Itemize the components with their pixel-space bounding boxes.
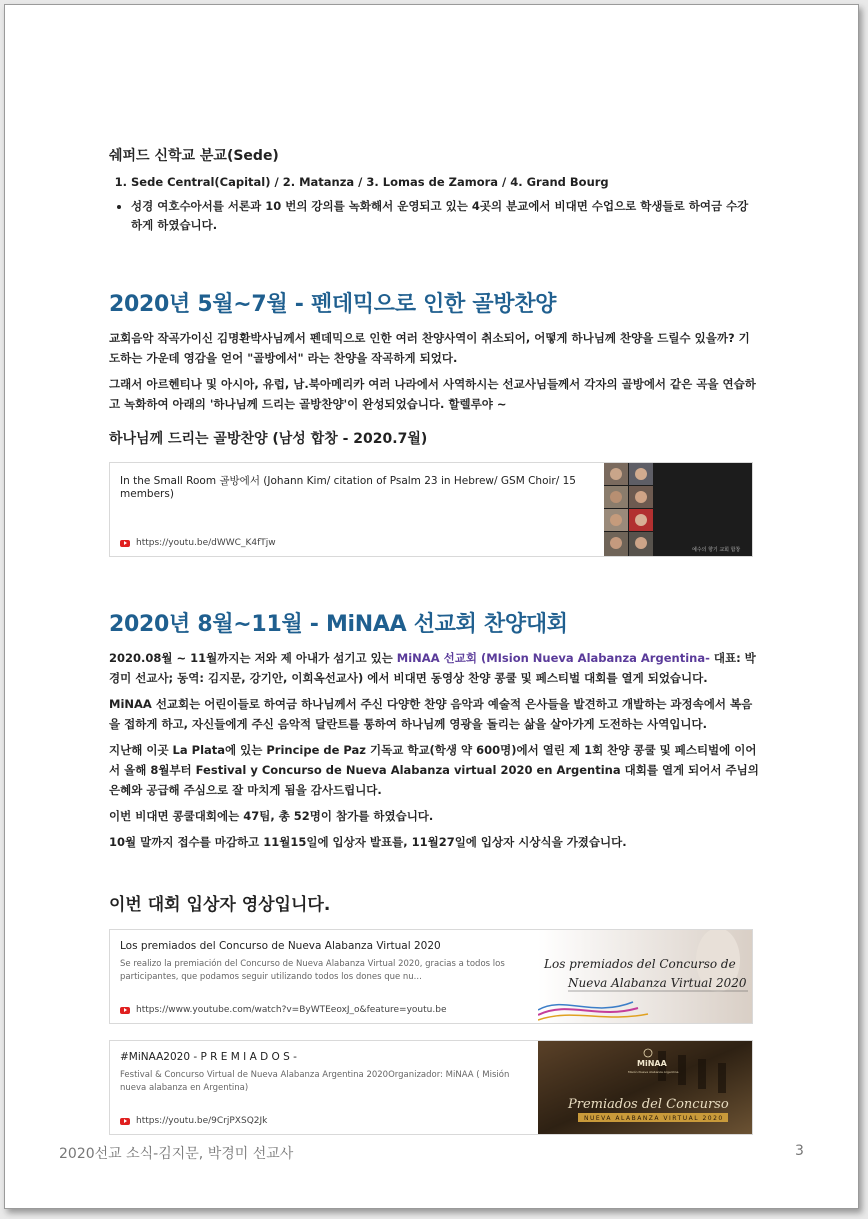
- paragraph-minaa-ministry: MiNAA 선교회는 어린이들로 하여금 하나님께서 주신 다양한 찬양 음악과 예술적 은사들을 발견하고 개발하는 과정속에서 복음을 접하게 하고, 자신들에게 주신 음악적 달란트를 통하여 하나님께 영광을 돌리는 삶을 살아가게 도전하는 사역입니다.: [109, 697, 753, 731]
- sede-bullet-item: • 성경 여호수아서를 서론과 10 번의 강의를 녹화해서 운영되고 있는 4곳의 분교에서 비대면 수업으로 학생들로 하여금 수강하게 하였습니다.: [131, 197, 759, 235]
- minaa-intro-a: 2020.08월 ~ 11월까지는 저와 제 아내가 섬기고 있는: [109, 651, 397, 665]
- paragraph-schedule: 10월 말까지 접수를 마감하고 11월15일에 입상자 발표를, 11월27일에 입상자 시상식을 가졌습니다.: [109, 835, 627, 849]
- minaa-thumb-image: [538, 1041, 752, 1134]
- choir-grid-image: [604, 463, 752, 556]
- paragraph-festival: 지난해 이곳 La Plata에 있는 Principe de Paz 기독교 학교(학생 약 600명)에서 열린 제 1회 찬양 콩쿨 및 페스티벌에 이어서 올해 8월부터 Festival y Concurso de Nueva Alabanza virtual 2020 en Argentina 대회를 열게 되어서 주님의 은혜와 공급해 주심으로 잘 마치게 됨을 감사드립니다.: [109, 743, 759, 797]
- video-card-url[interactable]: [120, 538, 276, 548]
- youtube-icon: [120, 1118, 130, 1125]
- video-card-title[interactable]: In the Small Room 골방에서 (Johann Kim/ citation of Psalm 23 in Hebrew/ GSM Choir/ 15 members): [120, 475, 576, 500]
- page-content: [109, 145, 759, 1135]
- paragraph-minaa-intro: [109, 648, 759, 688]
- video-card-url[interactable]: [120, 1005, 446, 1015]
- page-number: 3: [795, 1143, 804, 1159]
- premiados-thumb-image: [538, 930, 752, 1023]
- sede-bullet-list: [109, 197, 759, 235]
- video-url-text: https://youtu.be/9CrjPXSQ2Jk: [136, 1116, 268, 1126]
- video-card-url[interactable]: [120, 1116, 267, 1126]
- heading-may-july: 2020년 5월~7월 - 펜데믹으로 인한 골방찬양: [109, 292, 557, 317]
- section-title-sede: 쉐퍼드 신학교 분교(Sede): [109, 148, 279, 164]
- video-url-text: https://www.youtube.com/watch?v=ByWTEeoxJ_o&feature=youtu.be: [136, 1005, 447, 1015]
- video-card-text: [110, 1041, 538, 1134]
- minaa-intro-c: 대표: 박경미 선교사; 동역: 김지문, 강기안, 이희옥선교사) 에서 비대면 동영상 찬양 콩쿨 및 페스티벌 대회를 열게 되었습니다.: [109, 651, 756, 685]
- thumb-title-line2: Nueva Alabanza Virtual 2020: [568, 976, 747, 990]
- subheading-choir: 하나님께 드리는 골방찬양 (남성 합창 - 2020.7월): [109, 431, 428, 447]
- thumb-title-line1: Los premiados del Concurso de: [544, 957, 736, 971]
- video-card-premiados[interactable]: [109, 929, 753, 1024]
- video-card-title[interactable]: Los premiados del Concurso de Nueva Alabanza Virtual 2020: [120, 940, 441, 952]
- footer-title: 2020선교 소식-김지문, 박경미 선교사: [59, 1146, 294, 1162]
- youtube-icon: [120, 540, 130, 547]
- paragraph-composition: 교회음악 작곡가이신 김명환박사님께서 펜데믹으로 인한 여러 찬양사역이 취소되어, 어떻게 하나님께 찬양을 드릴수 있을까? 기도하는 가운데 영감을 얻어 "골방에서" 라는 찬양을 작곡하게 되었다.: [109, 331, 750, 365]
- youtube-icon: [120, 1007, 130, 1014]
- video-thumbnail-minaa[interactable]: [538, 1041, 752, 1134]
- thumb-logo: MiNAA: [637, 1059, 667, 1068]
- video-card-small-room[interactable]: [109, 462, 753, 557]
- paragraph-participants: 이번 비대면 콩쿨대회에는 47팀, 총 52명이 참가를 하였습니다.: [109, 809, 434, 823]
- video-card-description: Se realizo la premiación del Concurso de Nueva Alabanza Virtual 2020, gracias a todos los participantes, que podamos seguir utilizando todos los dones que nu...: [120, 959, 505, 982]
- minaa-link[interactable]: MiNAA 선교회 (MIsion Nueva Alabanza Argentina-: [396, 651, 710, 665]
- document-page: [4, 4, 859, 1209]
- video-thumbnail-premiados[interactable]: [538, 930, 752, 1023]
- video-url-text: https://youtu.be/dWWC_K4fTjw: [136, 538, 276, 548]
- sede-list-item: 1. Sede Central(Capital) / 2. Matanza / 3. Lomas de Zamora / 4. Grand Bourg: [131, 175, 759, 189]
- video-card-minaa2020[interactable]: [109, 1040, 753, 1135]
- thumb-title-line2: NUEVA ALABANZA VIRTUAL 2020: [584, 1115, 724, 1122]
- video-card-text: [110, 930, 538, 1023]
- heading-winners: 이번 대회 입상자 영상입니다.: [109, 895, 331, 915]
- video-card-title[interactable]: #MiNAA2020 - P R E M I A D O S -: [120, 1051, 297, 1063]
- video-thumbnail-choir[interactable]: [604, 463, 752, 556]
- paragraph-missionaries: 그래서 아르헨티나 및 아시아, 유럽, 남.북아메리카 여러 나라에서 사역하시는 선교사님들께서 각자의 골방에서 같은 곡을 연습하고 녹화하여 아래의 '하나님께 드리는 골방찬양'이 완성되었습니다. 할렐루야 ~: [109, 377, 756, 411]
- video-card-text: [110, 463, 604, 556]
- heading-aug-nov: 2020년 8월~11월 - MiNAA 선교회 찬양대회: [109, 612, 568, 637]
- sede-list: [109, 175, 759, 189]
- thumb-logo-sub: Misión Nueva Alabanza Argentina: [628, 1070, 679, 1074]
- thumb-caption: 예수의 향기 교회 합창: [692, 547, 741, 553]
- thumb-title-line1: Premiados del Concurso: [568, 1097, 729, 1112]
- video-card-description: Festival & Concurso Virtual de Nueva Alabanza Argentina 2020Organizador: MiNAA ( Misión nueva alabanza en Argentina): [120, 1070, 510, 1093]
